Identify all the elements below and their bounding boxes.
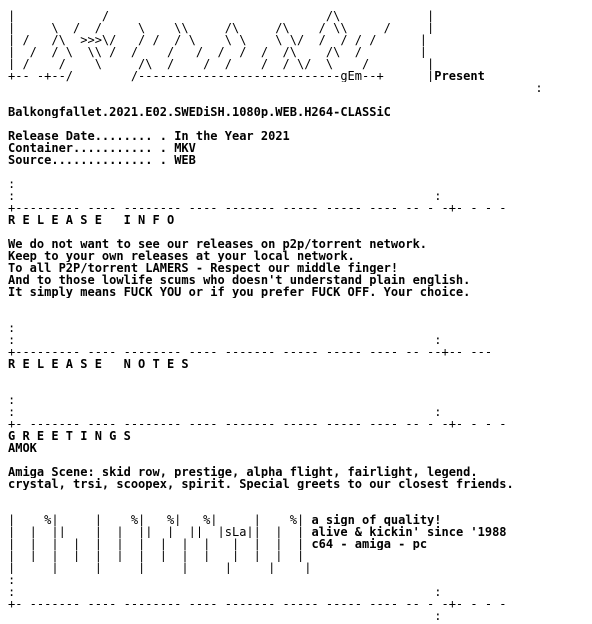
blank-line bbox=[8, 226, 592, 238]
tagline-3: c64 - amiga - pc bbox=[311, 538, 428, 550]
blank-line bbox=[8, 310, 592, 322]
footer-logo-row-4 bbox=[8, 538, 592, 550]
logo-base: +-- -+--/________/----------------------------gEm--+ | bbox=[8, 70, 435, 82]
footer-logo-line-6: |_____|_____|_____|_____|_____|_____|____| bbox=[8, 562, 312, 574]
divider-mid: +--------- ---- -------- ---- ------- ----- ----- ---- -- --+-- --- bbox=[8, 346, 493, 358]
release-info-title: R E L E A S E I N F O bbox=[8, 214, 175, 226]
info-line-5: It simply means FUCK YOU or if you prefer FUCK OFF. Your choice. bbox=[8, 286, 471, 298]
present-label: Present bbox=[434, 70, 485, 82]
footer-logo-line-5: | | | | | | | | | | | | | | bbox=[8, 550, 305, 562]
greetings-line-2: crystal, trsi, scoopex, spirit. Special greets to our closest friends. bbox=[8, 478, 514, 490]
blank-line: : bbox=[8, 574, 16, 586]
greetings-first: AMOK bbox=[8, 442, 37, 454]
release-date-value: In the Year 2021 bbox=[174, 130, 290, 142]
logo-line-3: | /_ /\ >>>\/_ / / /_\___ \ \___ \ \/ / /_/ / | bbox=[8, 34, 428, 46]
tagline-1: a sign of quality! bbox=[311, 514, 442, 526]
blank-line: : : bbox=[8, 334, 442, 346]
logo-line-2: | ___\ / / ___\__ \\ ___/\ ___/\ __/ \\ ___/ | bbox=[8, 22, 435, 34]
blank-line bbox=[8, 454, 592, 466]
blank-line bbox=[8, 94, 592, 106]
info-line-3: To all P2P/torrent LAMERS - Respect our middle finger! bbox=[8, 262, 399, 274]
blank-line: : : bbox=[8, 190, 442, 202]
nfo-document bbox=[8, 10, 592, 624]
release-notes-title: R E L E A S E N O T E S bbox=[8, 358, 189, 370]
source-label: Source.............. . bbox=[8, 154, 167, 166]
divider-bottom: +- ------- ---- -------- ---- ------- ----- ----- ---- -- - -+- - - - bbox=[8, 598, 507, 610]
blank-line bbox=[8, 298, 592, 310]
blank-line: : : bbox=[8, 586, 442, 598]
blank-line: : bbox=[8, 322, 16, 334]
container-value: MKV bbox=[174, 142, 196, 154]
container-row bbox=[8, 142, 592, 154]
blank-line: : : bbox=[8, 406, 442, 418]
footer-logo-line-2: | _ %| | _ %| %| %|___ | _ %| bbox=[8, 514, 305, 526]
blank-line: : bbox=[8, 394, 16, 406]
blank-line: : bbox=[8, 82, 543, 94]
footer-logo-line-4: | | | | |__| |__| |__| | | | | bbox=[8, 538, 305, 550]
blank-line bbox=[8, 370, 592, 382]
blank-line bbox=[8, 490, 592, 502]
greetings-line-1: Amiga Scene: skid row, prestige, alpha flight, fairlight, legend. bbox=[8, 466, 478, 478]
blank-line bbox=[8, 118, 592, 130]
footer-logo-line-3: | | ||__ | | || | ||__|sLa||__| | bbox=[8, 526, 305, 538]
info-line-4: And to those lowlife scums who doesn't understand plain english. bbox=[8, 274, 471, 286]
logo-line-1: | _______/ ______ ______ ______ _____/\ ______ | bbox=[8, 10, 435, 22]
source-row bbox=[8, 154, 592, 166]
logo-line-5: | /____/ _\_____/\ /____/ /____/ / \/ \____/ | bbox=[8, 58, 435, 70]
blank-line: : bbox=[8, 178, 16, 190]
release-name: Balkongfallet.2021.E02.SWEDiSH.1080p.WEB.H264-CLASSiC bbox=[8, 106, 391, 118]
footer-logo-line-1: _____ _____ _____ _____ _____ _____ ____ bbox=[8, 502, 305, 514]
greetings-title: G R E E T I N G S bbox=[8, 430, 131, 442]
info-line-2: Keep to your own releases at your local network. bbox=[8, 250, 355, 262]
footer-logo-row-3 bbox=[8, 526, 592, 538]
release-date-label: Release Date........ . bbox=[8, 130, 167, 142]
footer-logo-row-2 bbox=[8, 514, 592, 526]
logo-line-6 bbox=[8, 70, 592, 82]
container-label: Container........... . bbox=[8, 142, 167, 154]
source-value: WEB bbox=[174, 154, 196, 166]
blank-line: : bbox=[8, 610, 442, 622]
blank-line bbox=[8, 166, 592, 178]
divider-low: +- ------- ---- -------- ---- ------- ----- ----- ---- -- - -+- - - - bbox=[8, 418, 507, 430]
divider-top: +--------- ---- -------- ---- ------- ----- ----- ---- -- - -+- - - - bbox=[8, 202, 507, 214]
tagline-2: alive & kickin' since '1988 bbox=[311, 526, 507, 538]
info-line-1: We do not want to see our releases on p2p/torrent network. bbox=[8, 238, 428, 250]
logo-line-4: | / /_\ \\ / / ___/ / / / / /\ __/\ /__ | bbox=[8, 46, 428, 58]
blank-line bbox=[8, 382, 592, 394]
release-date-row bbox=[8, 130, 592, 142]
